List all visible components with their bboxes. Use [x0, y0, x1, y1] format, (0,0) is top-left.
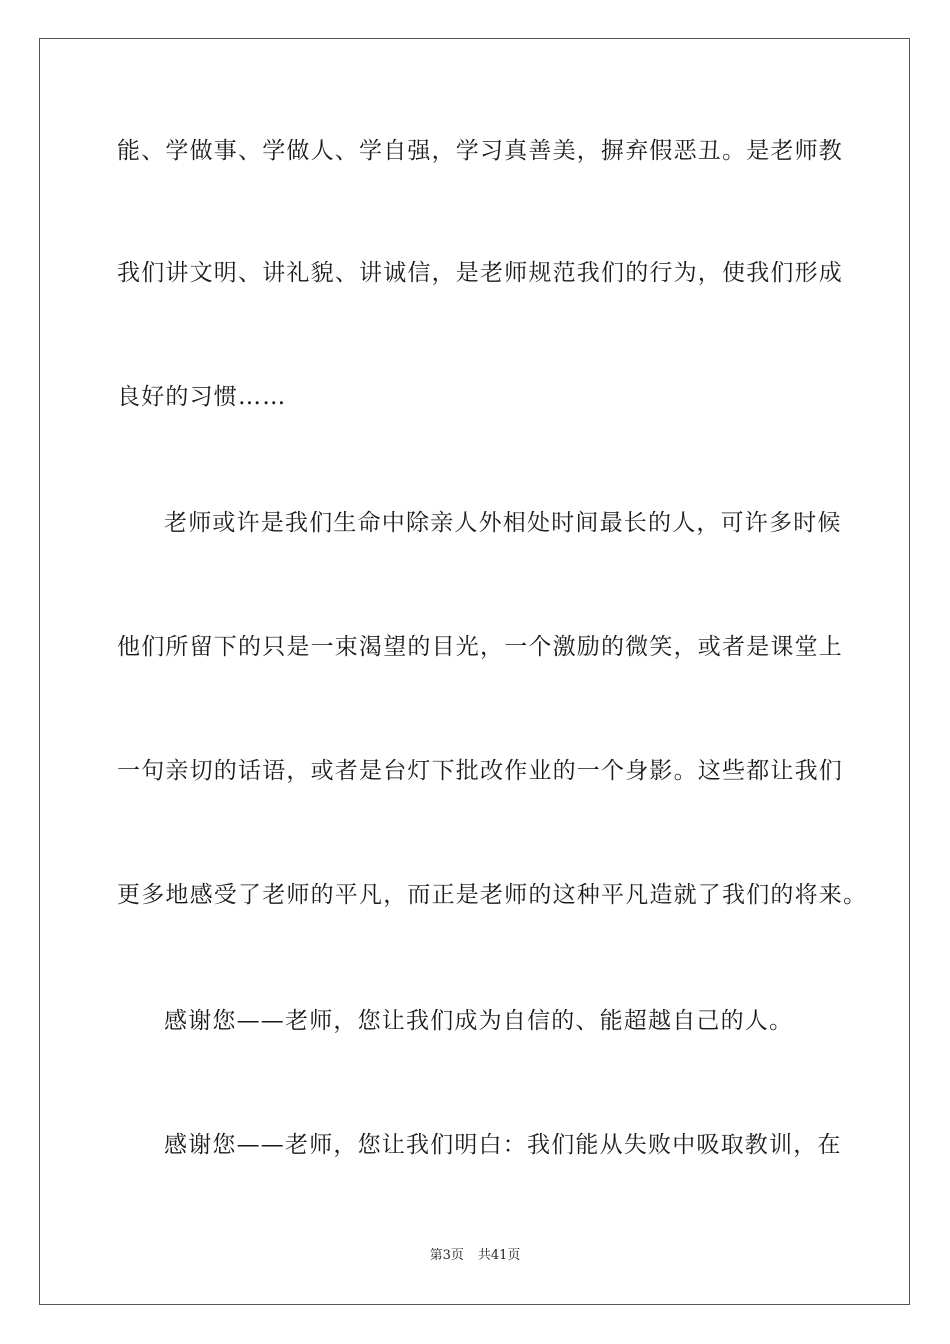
page-border — [39, 38, 910, 1305]
page-footer — [0, 1247, 950, 1265]
body-text-line: 更多地感受了老师的平凡，而正是老师的这种平凡造就了我们的将来。 — [117, 882, 868, 908]
body-text-line: 能、学做事、学做人、学自强，学习真善美，摒弃假恶丑。是老师教 — [117, 138, 843, 164]
paragraph-first-line: 感谢您——老师，您让我们成为自信的、能超越自己的人。 — [164, 1008, 794, 1034]
body-text-line: 他们所留下的只是一束渴望的目光，一个激励的微笑，或者是课堂上 — [117, 634, 843, 660]
page-number: 第3页 — [429, 1248, 464, 1263]
body-text-line: 良好的习惯…… — [117, 384, 287, 410]
body-text-line: 我们讲文明、讲礼貌、讲诚信，是老师规范我们的行为，使我们形成 — [117, 260, 843, 286]
paragraph-first-line: 老师或许是我们生命中除亲人外相处时间最长的人，可许多时候 — [164, 510, 842, 536]
body-text-line: 一句亲切的话语，或者是台灯下批改作业的一个身影。这些都让我们 — [117, 758, 843, 784]
paragraph-first-line: 感谢您——老师，您让我们明白：我们能从失败中吸取教训，在 — [164, 1132, 842, 1158]
page-total: 共41页 — [477, 1248, 521, 1263]
